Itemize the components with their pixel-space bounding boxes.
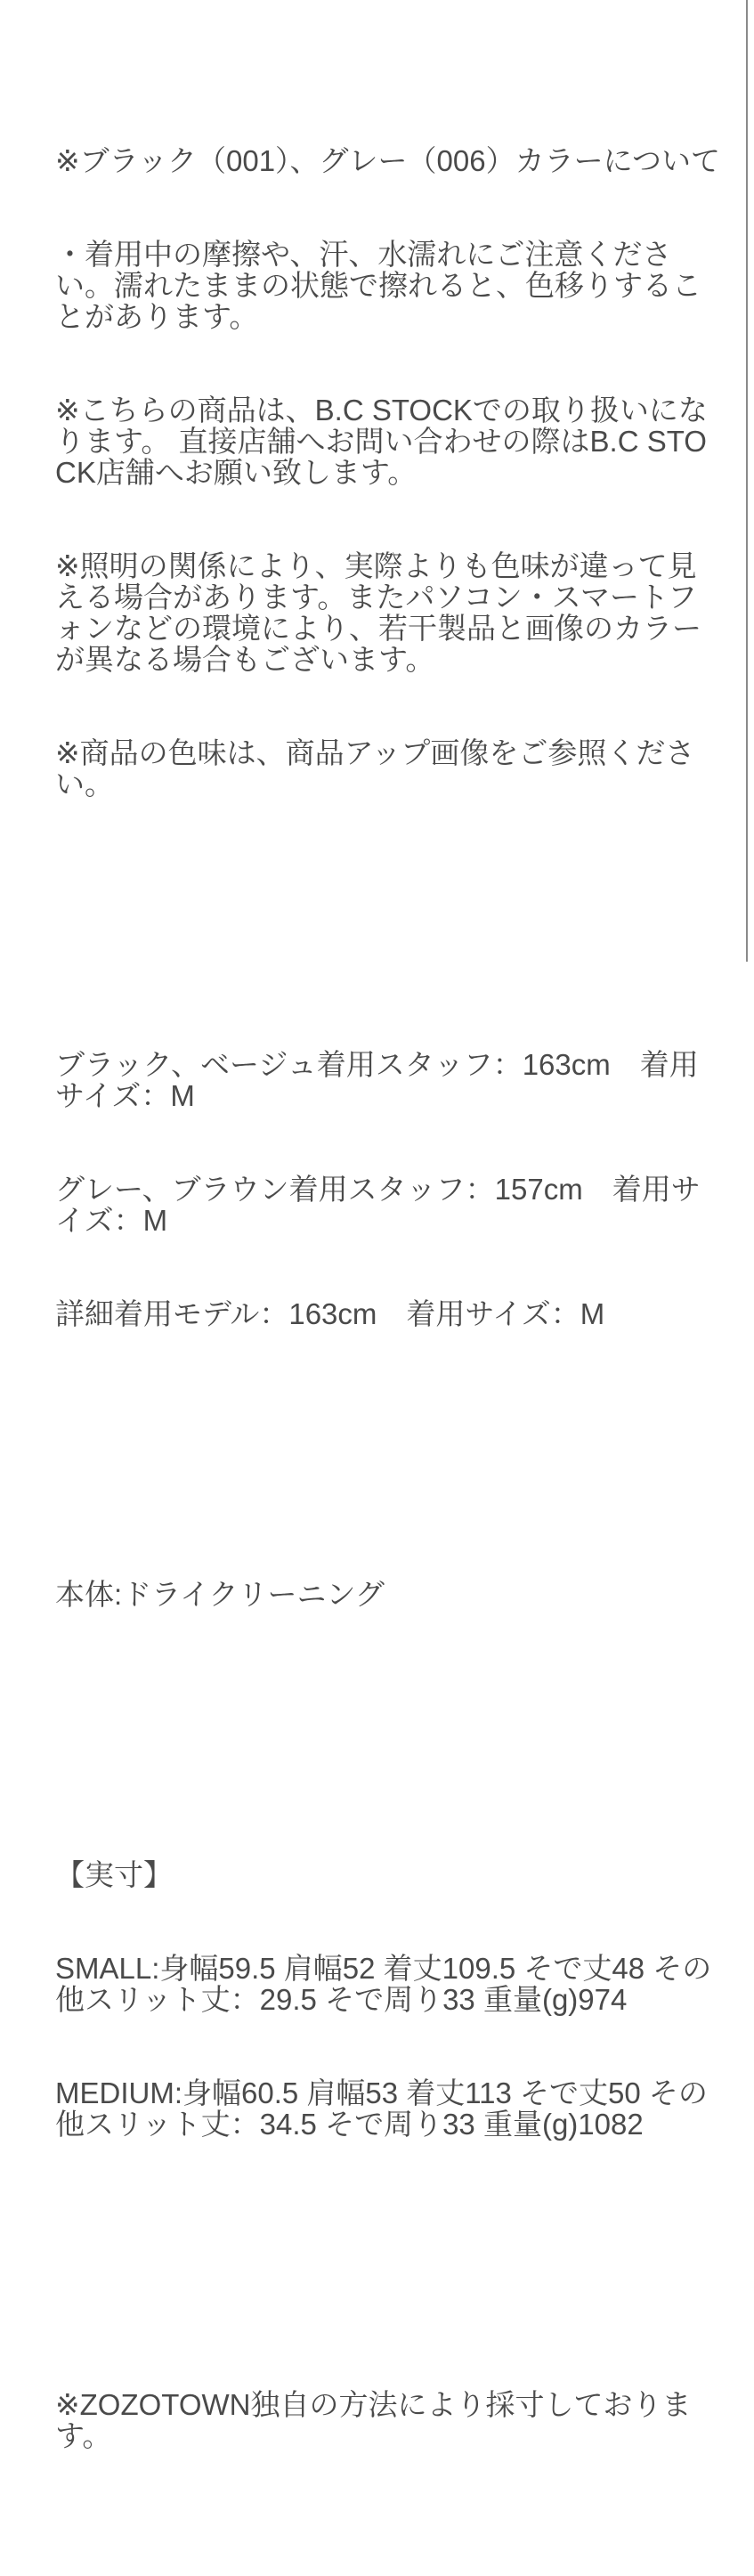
measurement-row: MEDIUM:身幅60.5 肩幅53 着丈113 そで丈50 その他スリット丈：34.5 そで周り33 重量(g)1082 — [55, 2076, 708, 2141]
sizing-note-line: ※ZOZOTOWN独自の方法により採寸しております。 — [55, 2388, 692, 2452]
product-description-text — [55, 0, 721, 2576]
color-note-line: ※ブラック（001）、グレー（006）カラーについて — [55, 144, 720, 177]
staff-fitting-block — [55, 987, 721, 1392]
care-instructions-block — [55, 1516, 721, 1672]
care-instructions-line: 本体:ドライクリーニング — [55, 1578, 385, 1611]
measurements-heading: 【実寸】 — [55, 1858, 173, 1891]
staff-fitting-line: ブラック、ベージュ着用スタッフ：163cm 着用サイズ：M — [55, 1048, 699, 1112]
color-note-line: ※照明の関係により、実際よりも色味が違って見える場合があります。またパソコン・スマートフォンなどの環境により、若干製品と画像のカラーが異なる場合もございます。 — [55, 549, 701, 676]
color-care-notes-block — [55, 83, 721, 862]
sizing-note-block — [55, 2327, 721, 2514]
staff-fitting-line: 詳細着用モデル：163cm 着用サイズ：M — [55, 1297, 605, 1330]
color-note-line: ・着用中の摩擦や、汗、水濡れにご注意ください。濡れたままの状態で擦れると、色移りすることがあります。 — [55, 238, 701, 333]
measurement-row: SMALL:身幅59.5 肩幅52 着丈109.5 そで丈48 その他スリット丈：29.5 そで周り33 重量(g)974 — [55, 1952, 712, 2016]
right-edge-divider — [746, 0, 754, 962]
color-note-line: ※商品の色味は、商品アップ画像をご参照ください。 — [55, 736, 695, 800]
measurements-block — [55, 1797, 721, 2202]
color-note-line: ※こちらの商品は、B.C STOCKでの取り扱いになります。 直接店舗へお問い合わせの際はB.C STOCK店舗へお願い致します。 — [55, 394, 708, 489]
staff-fitting-line: グレー、ブラウン着用スタッフ：157cm 着用サイズ：M — [55, 1173, 701, 1237]
